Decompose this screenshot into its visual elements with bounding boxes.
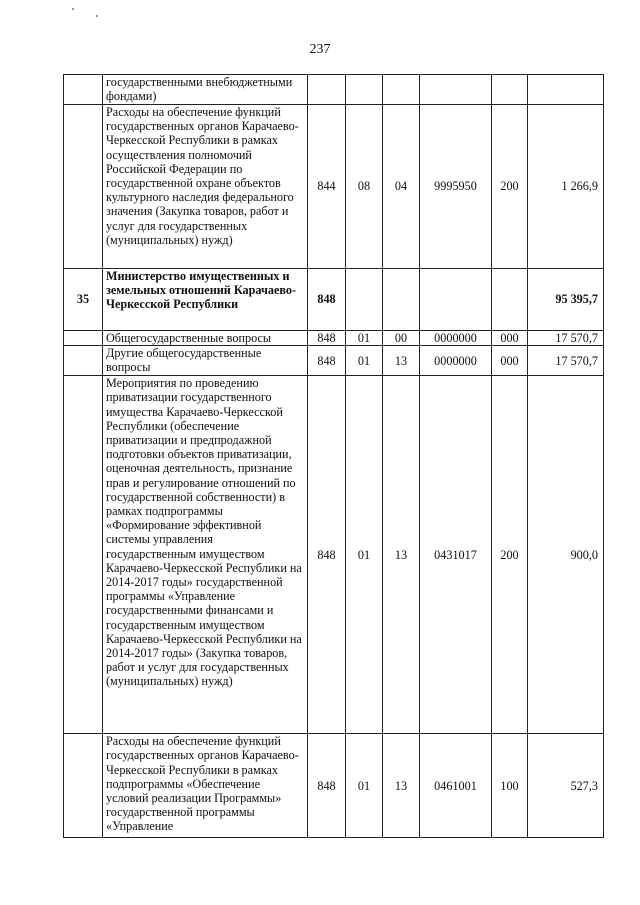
row-number [64, 331, 103, 346]
table-row [64, 376, 604, 734]
target-article-code [420, 269, 492, 331]
amount: 1 266,9 [528, 105, 604, 269]
section-code: 01 [346, 376, 383, 734]
ministry-code: 848 [308, 331, 346, 346]
amount [528, 75, 604, 105]
target-article-code: 0461001 [420, 734, 492, 838]
ministry-code: 848 [308, 346, 346, 376]
ministry-code: 844 [308, 105, 346, 269]
row-number [64, 376, 103, 734]
target-article-code: 0000000 [420, 346, 492, 376]
table-row [64, 331, 604, 346]
section-code: 01 [346, 331, 383, 346]
row-description: Другие общегосударственные вопросы [103, 346, 308, 376]
scan-speck [96, 15, 98, 17]
row-description: Общегосударственные вопросы [103, 331, 308, 346]
section-code: 01 [346, 346, 383, 376]
row-number [64, 105, 103, 269]
row-description: Мероприятия по проведению приватизации государственного имущества Карачаево-Черкесской Республики (обеспечение приватизации и предпродажной подготовки объектов приватизации, оценочная деятельность, признание прав и регулирование отношений по государственной собственности) в рамках подпрограммы «Формирование эффективной системы управления государственным имуществом Карачаево-Черкесской Республики на 2014-2017 годы» государственной программы «Управление государственными финансами и государственным имуществом Карачаево-Черкесской Республики на 2014-2017 годы» (Закупка товаров, работ и услуг для государственных (муниципальных) нужд) [103, 376, 308, 734]
amount: 900,0 [528, 376, 604, 734]
expense-type-code [492, 269, 528, 331]
section-code: 01 [346, 734, 383, 838]
target-article-code: 0000000 [420, 331, 492, 346]
row-description: Расходы на обеспечение функций государственных органов Карачаево-Черкесской Республики в рамках осуществления полномочий Российской Федерации по государственной охране объектов культурного наследия федерального значения (Закупка товаров, работ и услуг для государственных (муниципальных) нужд) [103, 105, 308, 269]
expense-type-code: 200 [492, 376, 528, 734]
row-number: 35 [64, 269, 103, 331]
ministry-code: 848 [308, 269, 346, 331]
target-article-code: 9995950 [420, 105, 492, 269]
target-article-code: 0431017 [420, 376, 492, 734]
expense-type-code: 100 [492, 734, 528, 838]
table-row [64, 269, 604, 331]
ministry-code: 848 [308, 734, 346, 838]
expense-type-code: 000 [492, 346, 528, 376]
amount: 17 570,7 [528, 331, 604, 346]
subsection-code [383, 269, 420, 331]
section-code: 08 [346, 105, 383, 269]
expense-type-code: 000 [492, 331, 528, 346]
section-code [346, 75, 383, 105]
table-row [64, 105, 604, 269]
budget-table [63, 74, 604, 838]
expense-type-code [492, 75, 528, 105]
ministry-code [308, 75, 346, 105]
expense-type-code: 200 [492, 105, 528, 269]
row-number [64, 734, 103, 838]
row-description: государственными внебюджетными фондами) [103, 75, 308, 105]
table-row [64, 734, 604, 838]
amount: 17 570,7 [528, 346, 604, 376]
section-code [346, 269, 383, 331]
subsection-code: 13 [383, 734, 420, 838]
subsection-code [383, 75, 420, 105]
row-number [64, 75, 103, 105]
page-number: 237 [309, 42, 331, 57]
table-row [64, 346, 604, 376]
table-row [64, 75, 604, 105]
target-article-code [420, 75, 492, 105]
row-description: Министерство имущественных и земельных отношений Карачаево-Черкесской Республики [103, 269, 308, 331]
subsection-code: 13 [383, 346, 420, 376]
amount: 95 395,7 [528, 269, 604, 331]
row-number [64, 346, 103, 376]
subsection-code: 00 [383, 331, 420, 346]
ministry-code: 848 [308, 376, 346, 734]
row-description: Расходы на обеспечение функций государственных органов Карачаево-Черкесской Республики в рамках подпрограммы «Обеспечение условий реализации Программы» государственной программы «Управление [103, 734, 308, 838]
subsection-code: 04 [383, 105, 420, 269]
amount: 527,3 [528, 734, 604, 838]
subsection-code: 13 [383, 376, 420, 734]
scan-speck [72, 8, 74, 10]
